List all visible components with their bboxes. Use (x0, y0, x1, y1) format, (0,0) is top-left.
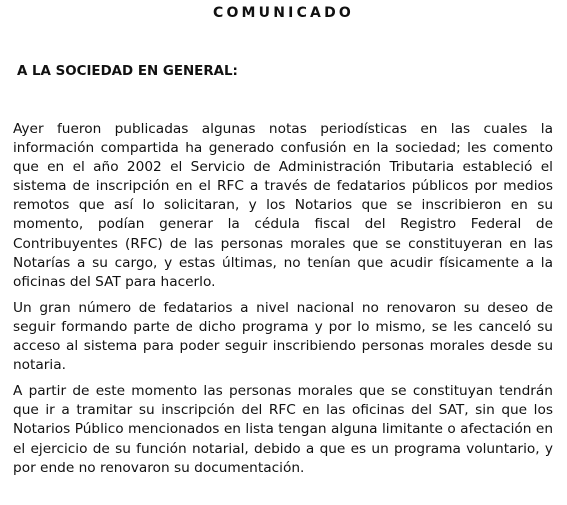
paragraph-3: A partir de este momento las personas morales que se constituyan tendrán que ir a tramitar su inscripción del RFC en las oficinas del SAT, sin que los Notarios Público mencionados en lista tengan alguna limitante o afectación en el ejercicio de su función notarial, debido a que es un programa voluntario, y por ende no renovaron su documentación. (13, 383, 553, 476)
document-body (13, 120, 553, 485)
addressee-heading: A LA SOCIEDAD EN GENERAL: (17, 64, 238, 79)
paragraph-2: Un gran número de fedatarios a nivel nacional no renovaron su deseo de seguir formando parte de dicho programa y por lo mismo, se les canceló su acceso al sistema para poder seguir inscribiendo personas morales desde su notaria. (13, 299, 553, 374)
paragraph-1: Ayer fueron publicadas algunas notas periodísticas en las cuales la información compartida ha generado confusión en la sociedad; les comento que en el año 2002 el Servicio de Administración Tributaria estableció el sistema de inscripción en el RFC a través de fedatarios públicos por medios remotos que así lo solicitaran, y los Notarios que se inscribieron en su momento, podían generar la cédula fiscal del Registro Federal de Contribuyentes (RFC) de las personas morales que se constituyeran en las Notarías a su cargo, y estas últimas, no tenían que acudir físicamente a la oficinas del SAT para hacerlo. (13, 121, 553, 290)
document-title: COMUNICADO (212, 5, 355, 21)
